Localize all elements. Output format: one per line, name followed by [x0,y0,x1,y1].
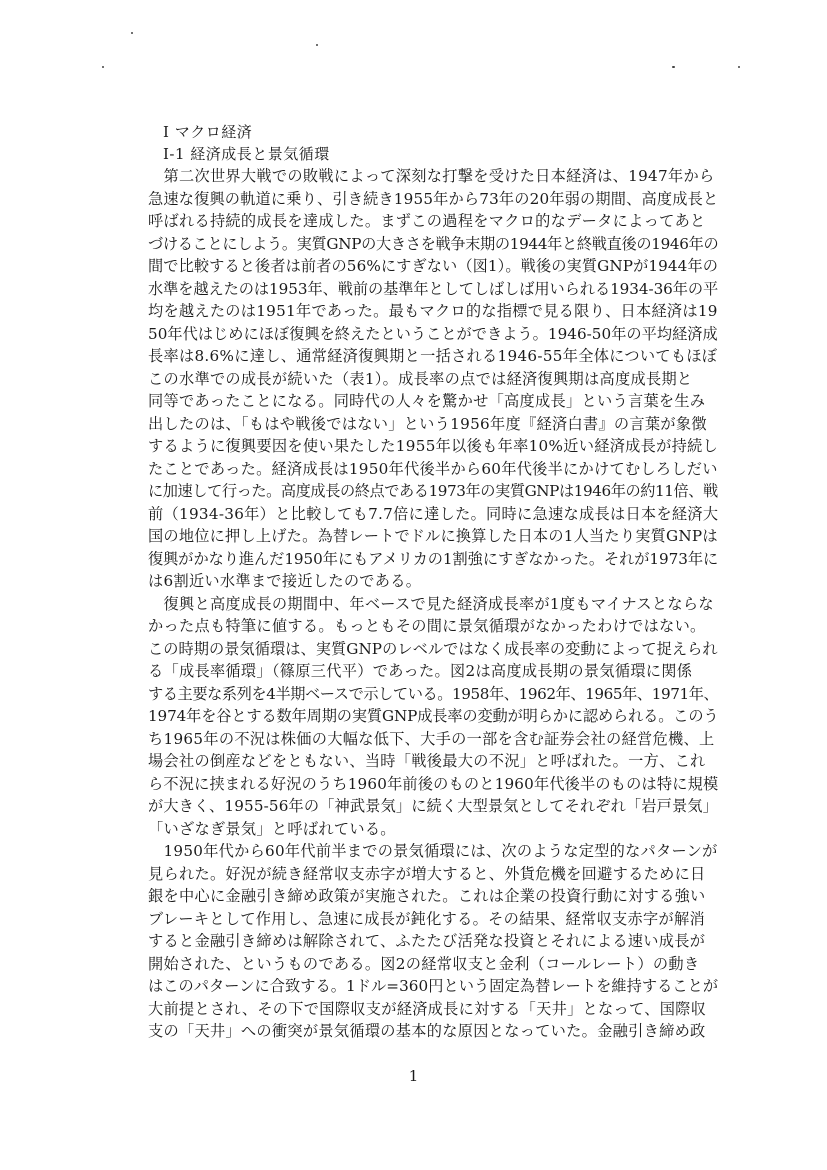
body-line: はこのパターンに合致する。1ドル=360円という固定為替レートを維持することが [148,977,719,995]
section-heading: Ⅰ マクロ経済 [163,123,253,141]
scan-speck [102,66,104,68]
scan-speck [131,32,133,34]
body-line: 均を越えたのは1951年であった。最もマクロ的な指標で見る限り、日本経済は19 [148,302,718,320]
body-line: 1950年代から60年代前半までの景気循環には、次のような定型的なパターンが [148,842,718,860]
body-line: 同等であったことになる。同時代の人々を驚かせ「高度成長」という言葉を生み [148,392,706,410]
body-line: 支の「天井」への衝突が景気循環の基本的な原因となっていた。金融引き締め政 [148,1022,706,1040]
body-line: 国の地位に押し上げた。為替レートでドルに換算した日本の1人当たり実質GNPは [148,527,718,545]
body-line: たことであった。経済成長は1950年代後半から60年代後半にかけてむしろしだい [148,459,718,478]
body-line: る「成長率循環」（篠原三代平）であった。図2は高度成長期の景気循環に関係 [148,662,693,680]
body-line: 50年代はじめにほぼ復興を終えたということができよう。1946-50年の平均経済成 [148,324,718,343]
body-line: すると金融引き締めは解除されて、ふたたび活発な投資とそれによる速い成長が [148,932,706,950]
body-line: に加速して行った。高度成長の終点である1973年の実質GNPは1946年の約11倍、戦 [148,482,718,500]
scan-speck [672,66,675,68]
body-line: ブレーキとして作用し、急速に成長が鈍化する。その結果、経常収支赤字が解消 [148,909,705,928]
body-line: 第二次世界大戦での敗戦によって深刻な打撃を受けた日本経済は、1947年から [148,167,715,185]
body-line: ら不況に挟まれる好況のうち1960年前後のものと1960年代後半のものは特に規模 [148,774,719,793]
scan-speck [316,44,318,46]
subsection-heading: Ⅰ-1 経済成長と景気循環 [163,145,330,163]
body-line: 開始された、というものである。図2の経常収支と金利（コールレート）の動き [148,954,700,973]
body-line: 復興と高度成長の期間中、年ベースで見た経済成長率が1度もマイナスとならな [148,594,714,613]
body-line: するように復興要因を使い果たした1955年以後も年率10%近い経済成長が持続し [148,437,719,455]
body-line: 急速な復興の軌道に乗り、引き続き1955年から73年の20年弱の期間、高度成長と [148,189,719,208]
body-line: かった点も特筆に値する。もっともその間に景気循環がなかったわけではない。 [148,617,706,635]
body-line: 間で比較すると後者は前者の56%にすぎない（図1）。戦後の実質GNPが1944年の [148,257,719,275]
body-line: づけることにしよう。実質GNPの大きさを戦争末期の1944年と終戦直後の1946年の [148,234,719,253]
body-line: 出したのは、「もはや戦後ではない」という1956年度『経済白書』の言葉が象徴 [148,414,707,433]
body-text [148,165,718,1043]
body-line: が大きく、1955-56年の「神武景気」に続く大型景気としてそれぞれ「岩戸景気」 [148,797,718,815]
body-line: この水準での成長が続いた（表1）。成長率の点では経済復興期は高度成長期と [148,369,693,388]
body-line: 水準を越えたのは1953年、戦前の基準年としてしばしば用いられる1934-36年の平 [148,279,719,298]
body-line: 見られた。好況が続き経常収支赤字が増大すると、外貨危機を回避するために日 [148,864,706,883]
body-line: する主要な系列を4半期ベースで示している。1958年、1962年、1965年、1971年、 [148,684,719,703]
body-line: ち1965年の不況は株価の大幅な低下、大手の一部を含む証券会社の経営危機、上 [148,729,715,748]
body-line: 「いざなぎ景気」と呼ばれている。 [148,819,396,838]
body-line: この時期の景気循環は、実質GNPのレベルではなく成長率の変動によって捉えられ [148,639,718,658]
body-line: 呼ばれる持続的成長を達成した。まずこの過程をマクロ的なデータによってあと [148,212,706,230]
body-line: 1974年を谷とする数年周期の実質GNP成長率の変動が明らかに認められる。このう [148,707,719,725]
body-line: は6割近い水準まで接近したのである。 [148,572,422,590]
body-line: 銀を中心に金融引き締め政策が実施された。これは企業の投資行動に対する強い [148,887,706,905]
body-line: 場会社の倒産などをともない、当時「戦後最大の不況」と呼ばれた。一方、これ [148,752,706,770]
body-line: 大前提とされ、その下で国際収支が経済成長に対する「天井」となって、国際収 [148,999,707,1018]
scan-speck [738,66,740,68]
body-line: 長率は8.6%に達し、通常経済復興期と一括される1946-55年全体についてもほぼ [148,347,718,365]
page-number: 1 [408,1067,419,1085]
body-line: 復興がかなり進んだ1950年にもアメリカの1割強にすぎなかった。それが1973年に [148,549,719,568]
body-line: 前（1934-36年）と比較しても7.7倍に達した。同時に急速な成長は日本を経済大 [148,504,719,523]
